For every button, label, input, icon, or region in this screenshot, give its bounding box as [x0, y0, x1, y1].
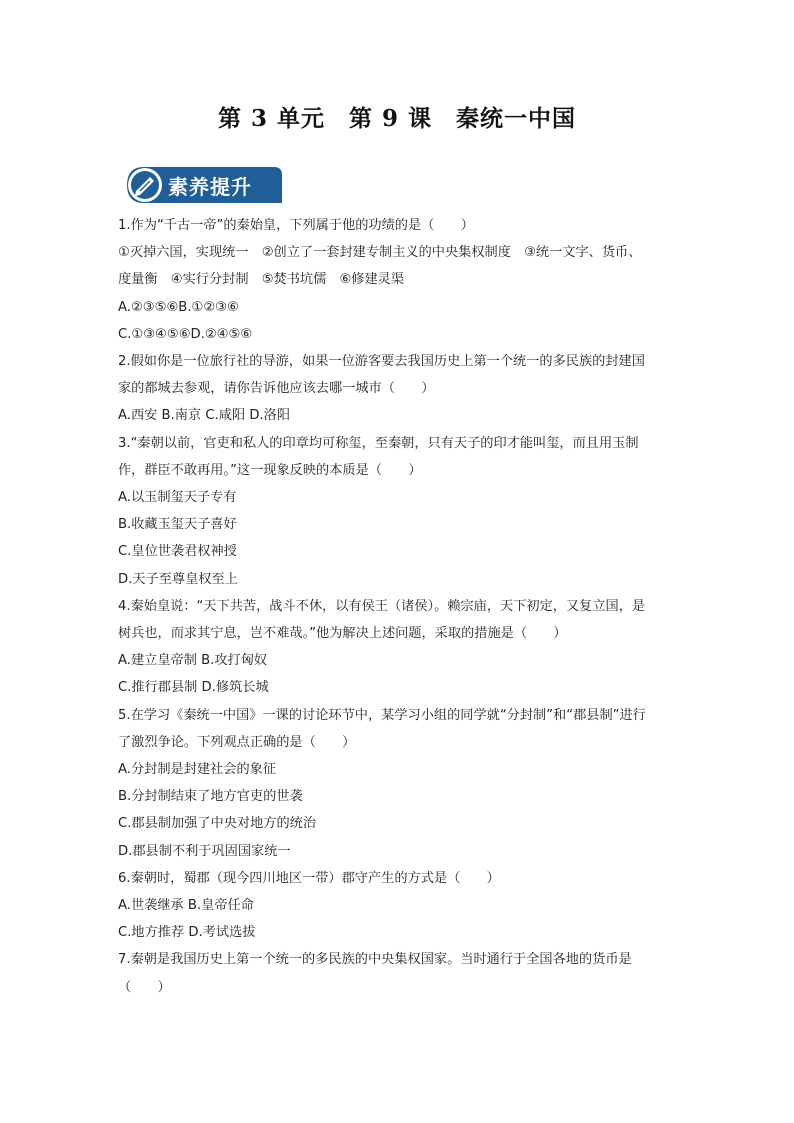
question-3-stem-cont: 作，群臣不敢再用。”这一现象反映的本质是（ ）: [118, 462, 422, 478]
question-2-options: A.西安 B.南京 C.咸阳 D.洛阳: [118, 408, 291, 424]
question-4-stem: 4.秦始皇说：“天下共苦，战斗不休，以有侯王（诸侯）。赖宗庙，天下初定，又复立国，是: [118, 598, 646, 614]
question-3-option-b: B.收藏玉玺天子喜好: [118, 517, 237, 533]
question-3-option-d: D.天子至尊皇权至上: [118, 571, 238, 587]
question-1-options-ab: A.②③⑤⑥B.①②③⑥: [118, 299, 239, 315]
question-5-option-c: C.郡县制加强了中央对地方的统治: [118, 816, 317, 832]
question-5-option-d: D.郡县制不利于巩固国家统一: [118, 843, 291, 859]
section-banner: [124, 164, 284, 206]
question-4-options-ab: A.建立皇帝制 B.攻打匈奴: [118, 653, 268, 669]
question-5-option-b: B.分封制结束了地方官吏的世袭: [118, 789, 303, 805]
question-1-items-cont: 度量衡 ④实行分封制 ⑤焚书坑儒 ⑥修建灵渠: [118, 272, 405, 288]
question-1-stem: 1.作为“千古一帝”的秦始皇，下列属于他的功绩的是（ ）: [118, 218, 474, 233]
question-1-options-cd: C.①③④⑤⑥D.②④⑤⑥: [118, 326, 253, 342]
question-6-stem: 6.秦朝时，蜀郡（现今四川地区一带）郡守产生的方式是（ ）: [118, 870, 500, 886]
question-4-options-cd: C.推行郡县制 D.修筑长城: [118, 680, 269, 696]
question-3-option-c: C.皇位世袭君权神授: [118, 544, 237, 560]
question-5-stem-cont: 了激烈争论。下列观点正确的是（ ）: [118, 734, 356, 750]
question-4-stem-cont: 树兵也，而求其宁息，岂不难哉。”他为解决上述问题，采取的措施是（ ）: [118, 626, 567, 642]
question-6-options-ab: A.世袭继承 B.皇帝任命: [118, 898, 254, 914]
banner-label: 素养提升: [168, 175, 252, 199]
question-3-option-a: A.以玉制玺天子专有: [118, 490, 237, 506]
question-5-option-a: A.分封制是封建社会的象征: [118, 762, 277, 778]
question-2-stem: 2.假如你是一位旅行社的导游，如果一位游客要去我国历史上第一个统一的多民族的封建国: [118, 354, 645, 370]
question-list: [118, 212, 690, 1001]
question-1-items: ①灭掉六国，实现统一 ②创立了一套封建专制主义的中央集权制度 ③统一文字、货币、: [118, 245, 642, 261]
question-2-stem-cont: 家的都城去参观，请你告诉他应该去哪一城市（ ）: [118, 381, 435, 397]
page-title: 第 3 单元 第 9 课 秦统一中国: [217, 105, 577, 132]
question-7-answer-blank: （ ）: [118, 979, 171, 995]
question-3-stem: 3.“秦朝以前，官吏和私人的印章均可称玺，至秦朝，只有天子的印才能叫玺，而且用玉制: [118, 435, 639, 451]
question-7-stem: 7.秦朝是我国历史上第一个统一的多民族的中央集权国家。当时通行于全国各地的货币是: [118, 952, 632, 968]
question-5-stem: 5.在学习《秦统一中国》一课的讨论环节中，某学习小组的同学就“分封制”和“郡县制”进行: [118, 707, 646, 723]
question-6-options-cd: C.地方推荐 D.考试选拔: [118, 925, 256, 941]
